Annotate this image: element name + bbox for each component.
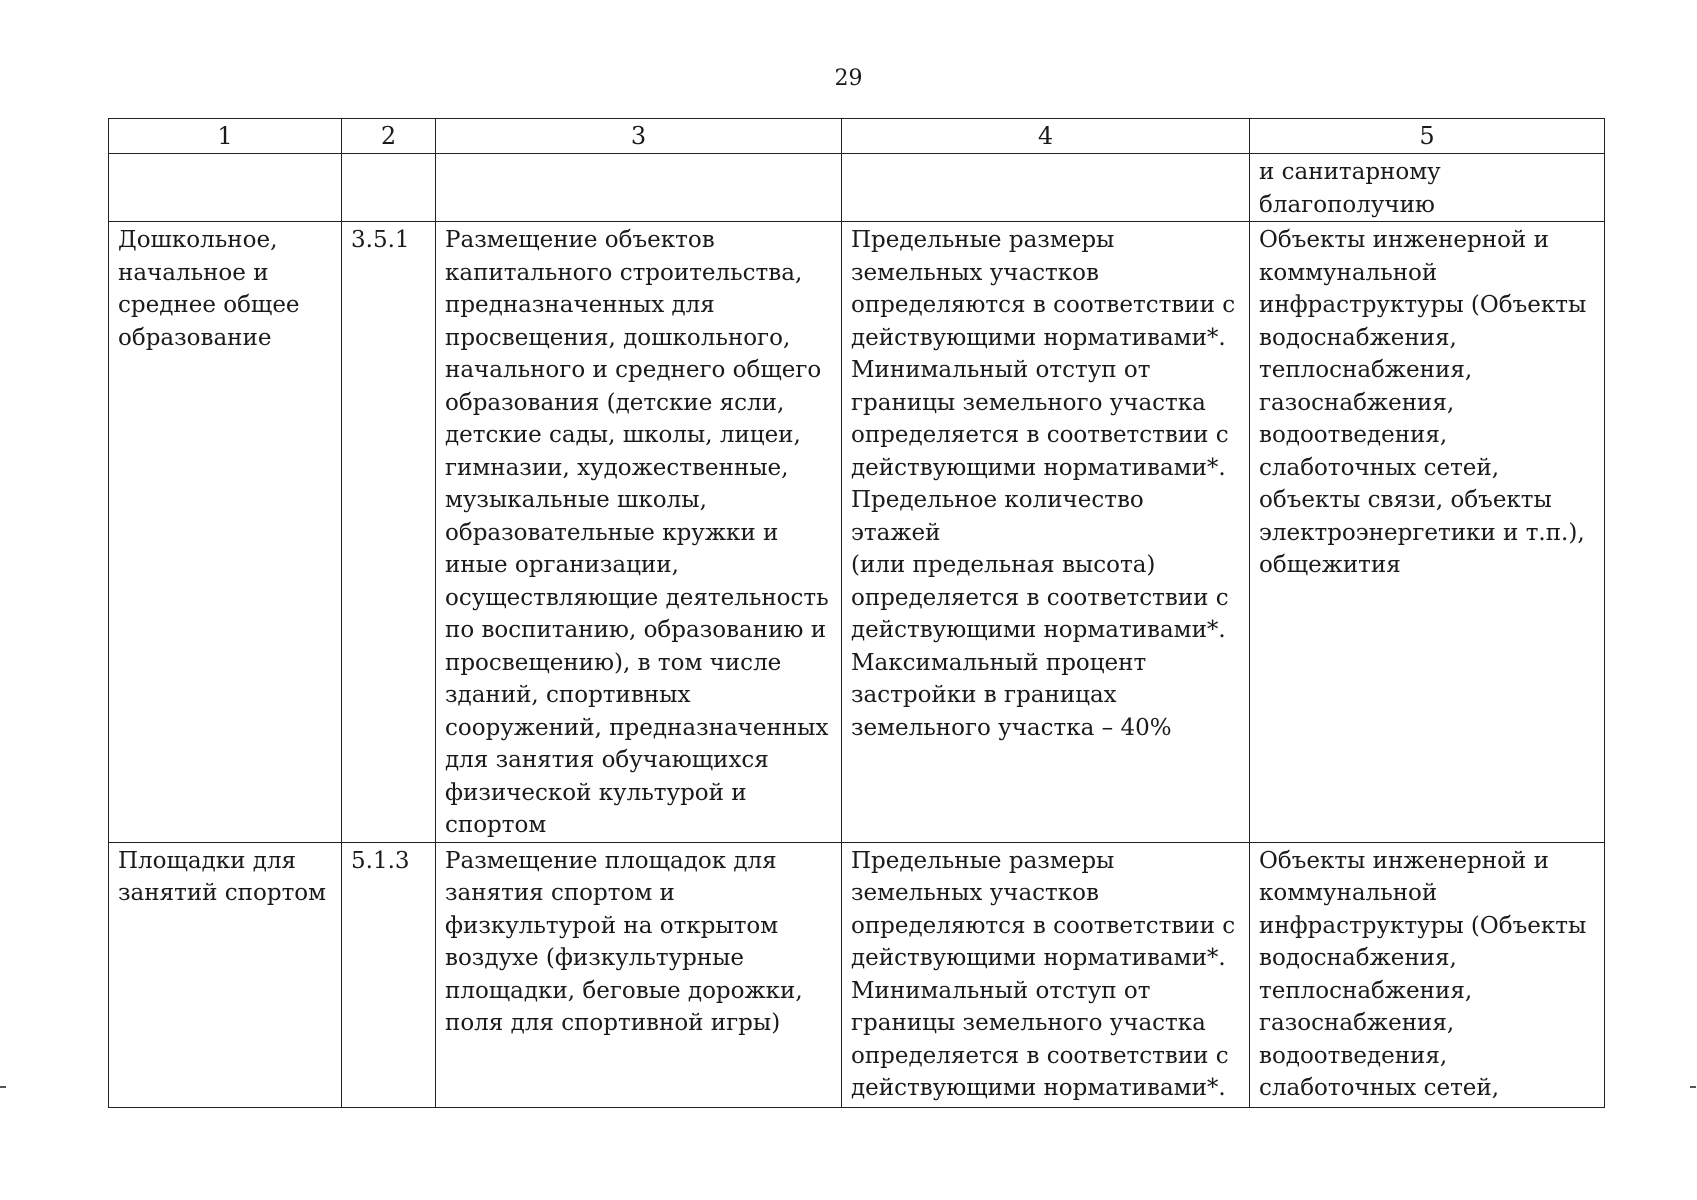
cell-use-type bbox=[109, 222, 342, 843]
column-header-3: 3 bbox=[436, 119, 842, 154]
page-number: 29 bbox=[834, 66, 863, 91]
cell-text: 5.1.3 bbox=[351, 847, 410, 874]
cell-auxiliary-uses bbox=[1250, 154, 1605, 222]
cell-text: Площадки для занятий спортом bbox=[118, 847, 327, 906]
cell-code bbox=[342, 222, 436, 843]
cell-text: Размещение площадок для занятия спортом и физкультурой на открытом воздухе (физкультурные площадки, беговые дорожки, поля для спортивной игры) bbox=[445, 847, 803, 1036]
cell-description bbox=[436, 842, 842, 1107]
cell-text: Объекты инженерной и коммунальной инфраструктуры (Объекты водоснабжения, теплоснабжения, газоснабжения, водоотведения, слаботочных сетей, объекты связи, объекты электроэнергетики и т.п.), общежития bbox=[1259, 227, 1587, 578]
cell-description bbox=[436, 154, 842, 222]
left-edge-mark bbox=[0, 1086, 6, 1088]
cell-text: Размещение объектов капитального строительства, предназначенных для просвещения, дошкольного, начального и среднего общего образования (детские ясли, детские сады, школы, лицеи, гимназии, художественные, музыкальные школы, образовательные кружки и иные организации, осуществляющие деятельность по воспитанию, образованию и просвещению), в том числе зданий, спортивных сооружений, предназначенных для занятия обучающихся физической культурой и спортом bbox=[445, 227, 829, 838]
cell-code bbox=[342, 842, 436, 1107]
cell-parameters bbox=[842, 222, 1250, 843]
cell-text: Объекты инженерной и коммунальной инфраструктуры (Объекты водоснабжения, теплоснабжения, газоснабжения, водоотведения, слаботочных сетей, bbox=[1259, 847, 1587, 1101]
header-row bbox=[109, 119, 1605, 154]
cell-use-type bbox=[109, 154, 342, 222]
cell-text: и санитарному благополучию bbox=[1259, 159, 1441, 218]
cell-auxiliary-uses bbox=[1250, 842, 1605, 1107]
table-row-sports-grounds bbox=[109, 842, 1605, 1107]
right-edge-mark bbox=[1690, 1086, 1696, 1088]
cell-description bbox=[436, 222, 842, 843]
column-header-4: 4 bbox=[842, 119, 1250, 154]
column-header-2: 2 bbox=[342, 119, 436, 154]
cell-text: 3.5.1 bbox=[351, 227, 410, 253]
cell-parameters bbox=[842, 842, 1250, 1107]
cell-text: Предельные размеры земельных участков определяются в соответствии с действующими нормативами*. Минимальный отступ от границы земельного участка определяется в соответствии с действующими нормативами*. bbox=[851, 847, 1236, 1101]
table-row-continuation bbox=[109, 154, 1605, 222]
zoning-table bbox=[108, 118, 1605, 1108]
column-header-1: 1 bbox=[109, 119, 342, 154]
cell-parameters bbox=[842, 154, 1250, 222]
cell-text: Дошкольное, начальное и среднее общее образование bbox=[118, 227, 300, 351]
table-row-education bbox=[109, 222, 1605, 843]
cell-use-type bbox=[109, 842, 342, 1107]
cell-code bbox=[342, 154, 436, 222]
cell-text: Предельные размеры земельных участков определяются в соответствии с действующими нормативами*. Минимальный отступ от границы земельного участка определяется в соответствии с действующими нормативами*. Предельное количество этажей (или предельная высота) определяется в соответствии с действующими нормативами*. Максимальный процент застройки в границах земельного участка – 40% bbox=[851, 227, 1236, 741]
cell-auxiliary-uses bbox=[1250, 222, 1605, 843]
column-header-5: 5 bbox=[1250, 119, 1605, 154]
